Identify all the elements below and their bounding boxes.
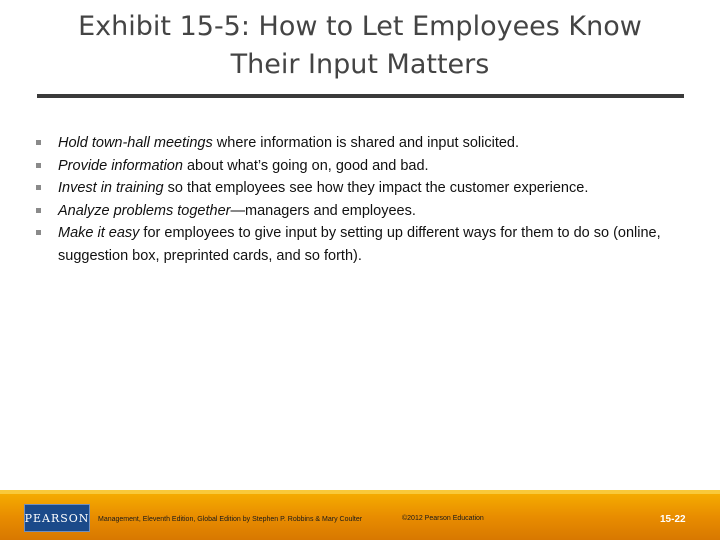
title-divider <box>37 94 684 98</box>
bullet-item <box>36 132 666 155</box>
footer-bar <box>0 490 720 540</box>
slide-title-line-2: Their Input Matters <box>230 49 490 80</box>
pearson-logo <box>24 504 90 532</box>
bullet-item <box>36 222 666 267</box>
footer-credit: Management, Eleventh Edition, Global Edition by Stephen P. Robbins & Mary Coulter <box>98 516 363 523</box>
bullet-list <box>36 132 666 267</box>
bullet-square-icon <box>36 185 41 190</box>
bullet-square-icon <box>36 140 41 145</box>
bullet-text: for employees to give input by setting up different ways for them to do so (online, suggestion box, preprinted cards, and so forth). <box>58 225 661 264</box>
slide-title <box>60 8 660 84</box>
slide-number: 15-22 <box>660 514 686 525</box>
footer-highlight <box>0 490 720 494</box>
footer-copyright: ©2012 Pearson Education <box>402 515 484 522</box>
bullet-square-icon <box>36 230 41 235</box>
slide-title-line-1: Exhibit 15-5: How to Let Employees Know <box>78 11 642 42</box>
pearson-logo-text: PEARSON <box>24 511 90 525</box>
bullet-lead: Analyze problems together <box>58 202 231 219</box>
bullet-square-icon <box>36 163 41 168</box>
bullet-lead: Hold town-hall meetings <box>58 135 213 151</box>
bullet-item <box>36 155 666 178</box>
bullet-lead: Provide information <box>58 157 183 174</box>
bullet-text: where information is shared and input solicited. <box>212 135 520 151</box>
bullet-item <box>36 200 666 223</box>
bullet-text: so that employees see how they impact the customer experience. <box>163 180 589 196</box>
bullet-text: —managers and employees. <box>230 202 416 219</box>
bullet-text: about what’s going on, good and bad. <box>182 157 429 174</box>
bullet-item <box>36 177 666 200</box>
bullet-lead: Make it easy <box>58 225 140 241</box>
bullet-lead: Invest in training <box>58 180 164 196</box>
bullet-square-icon <box>36 208 41 213</box>
